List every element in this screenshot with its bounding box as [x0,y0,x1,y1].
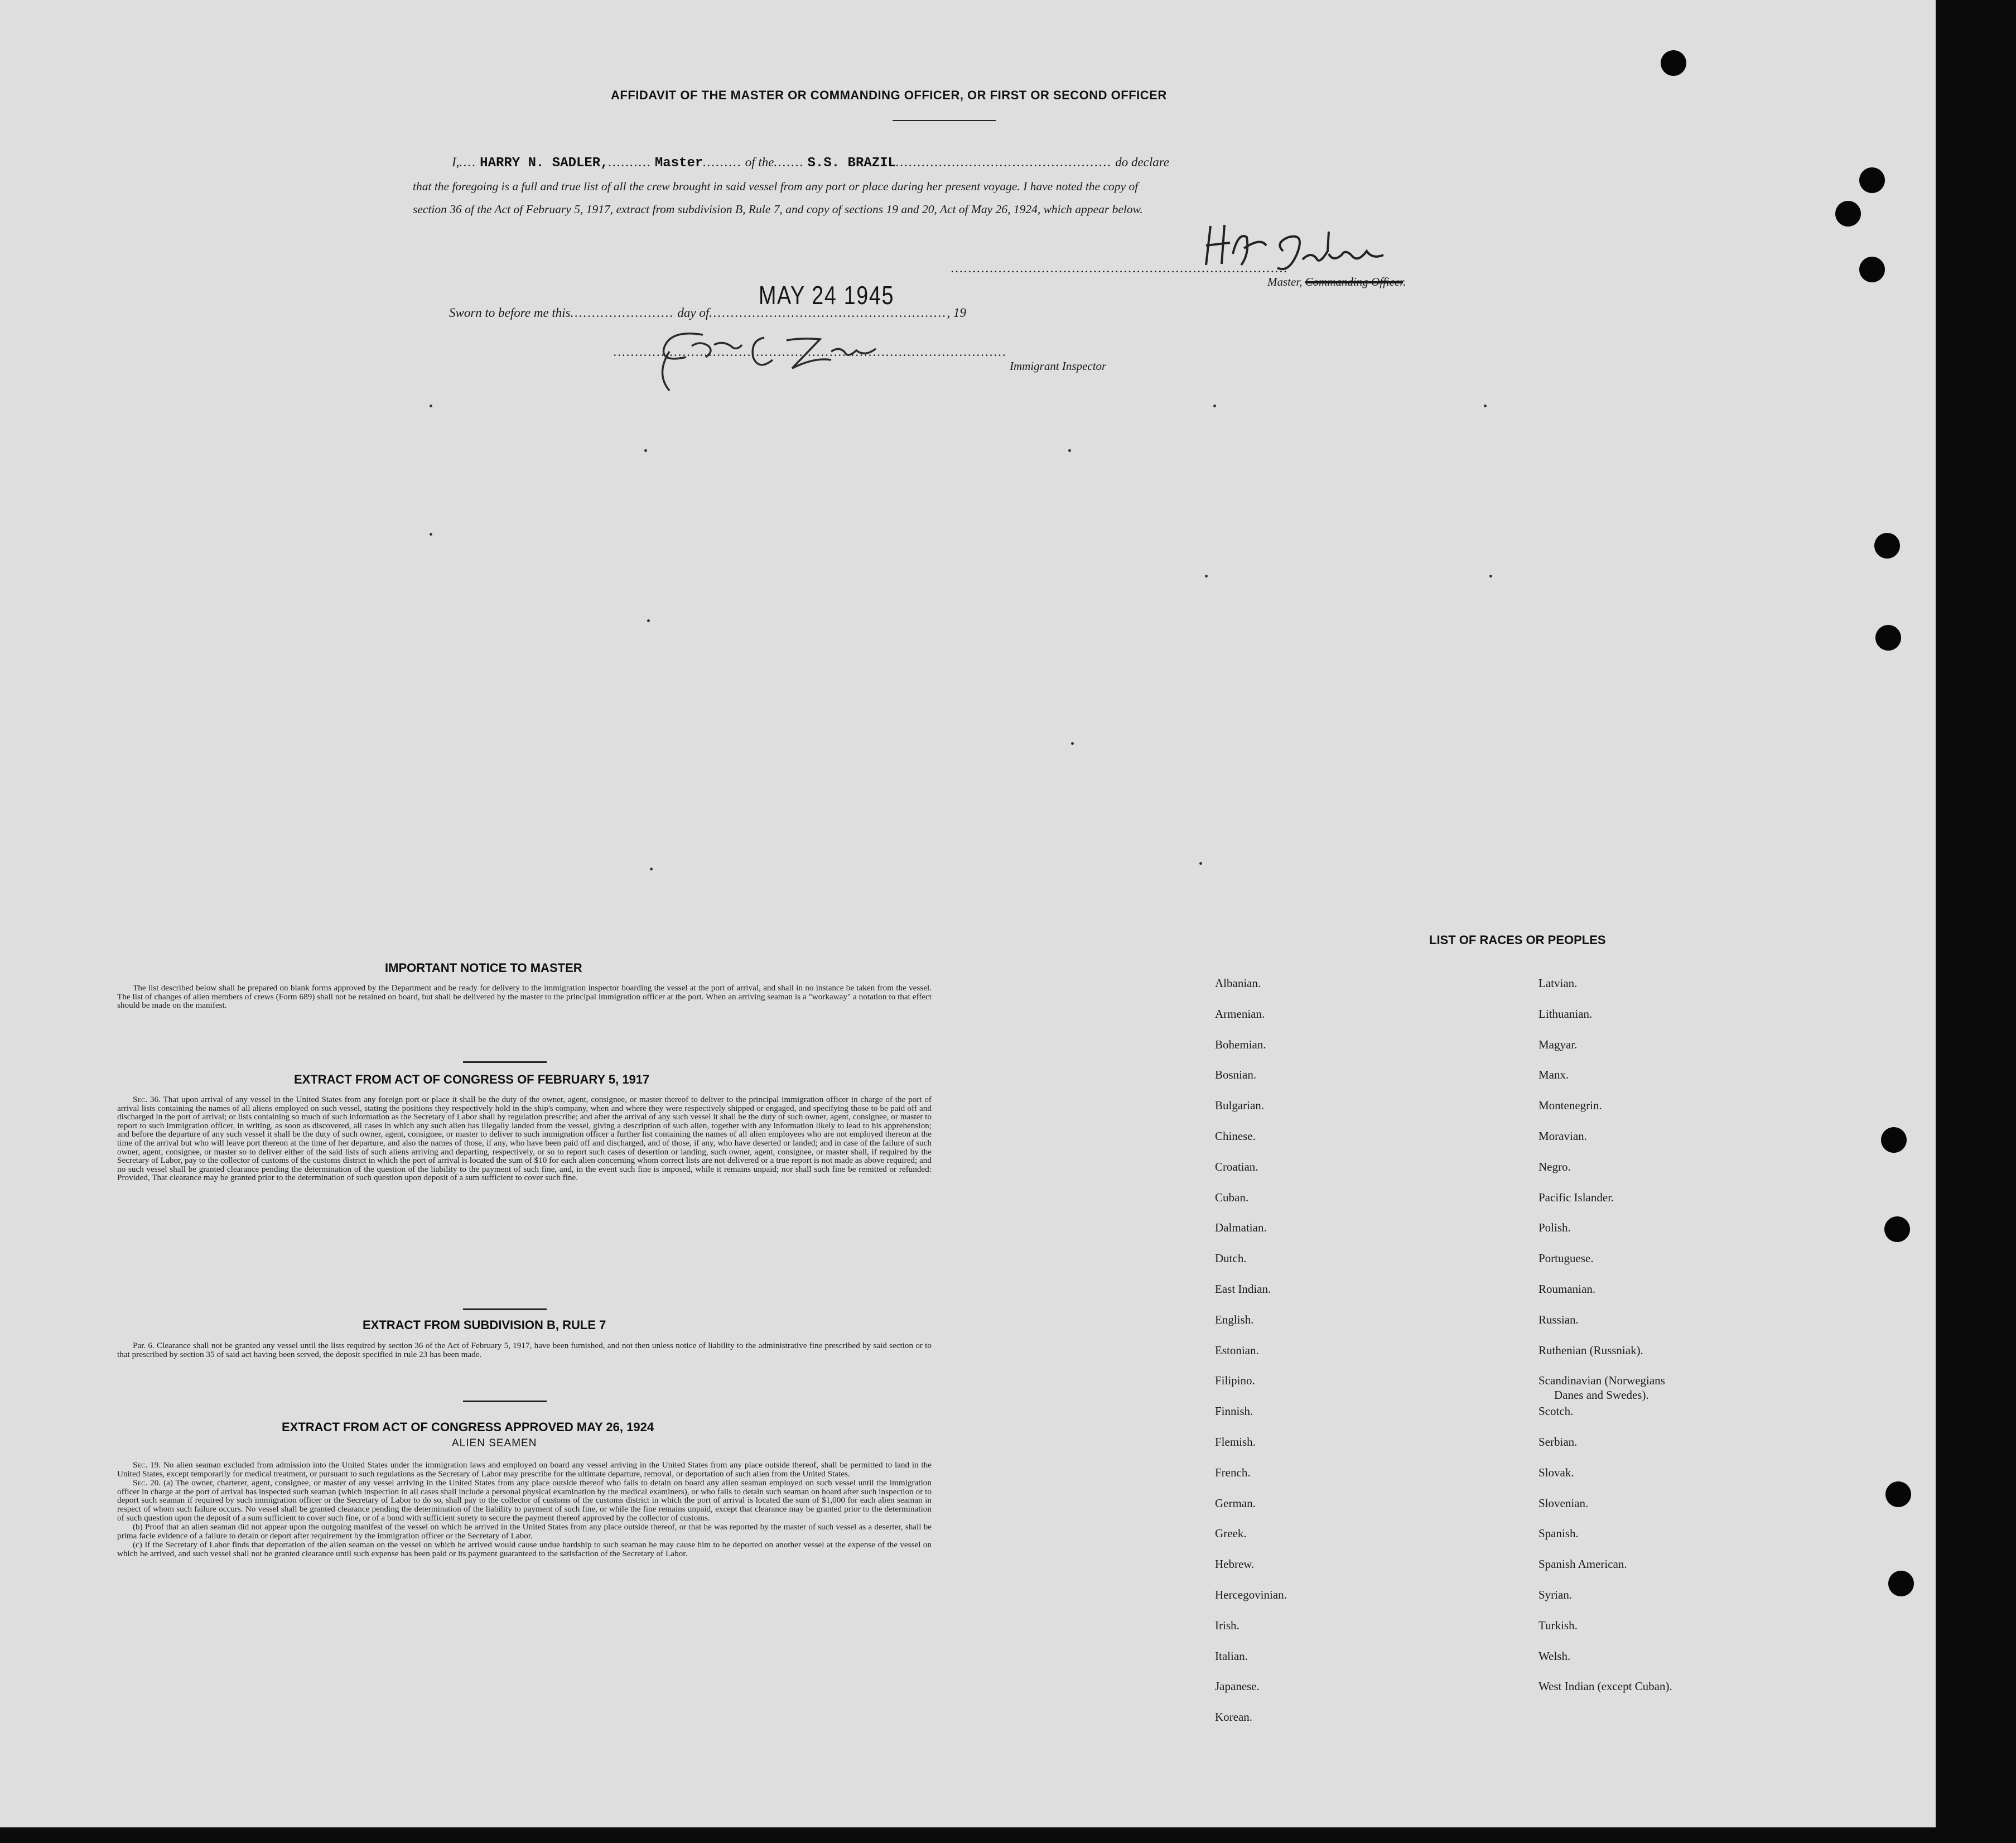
race-item: French. [1215,1465,1251,1479]
race-item: Italian. [1215,1649,1248,1663]
rule7-title: EXTRACT FROM SUBDIVISION B, RULE 7 [363,1318,606,1332]
race-item: Estonian. [1215,1343,1259,1357]
day-of-label: day of [677,306,710,320]
race-item: Armenian. [1215,1007,1265,1021]
race-item: Greek. [1215,1527,1247,1541]
race-item: Bosnian. [1215,1068,1257,1082]
race-item: German. [1215,1496,1256,1510]
i-label: I, [452,155,460,169]
race-item: Hercegovinian. [1215,1588,1287,1601]
section-rule-1 [463,1061,547,1063]
master-label: Master, [1267,275,1303,288]
race-item: Flemish. [1215,1435,1256,1449]
notice-title: IMPORTANT NOTICE TO MASTER [385,961,582,975]
race-item: Manx. [1538,1068,1569,1082]
do-declare-label: do declare [1115,155,1170,169]
race-item: Danes and Swedes). [1554,1388,1649,1402]
race-item: Serbian. [1538,1435,1578,1449]
speck [1205,575,1208,578]
race-item: Chinese. [1215,1129,1256,1143]
race-item: Dalmatian. [1215,1221,1267,1235]
rank-field: Master [654,156,703,171]
speck [1484,405,1487,407]
race-item: Syrian. [1538,1588,1573,1601]
speck [430,405,432,407]
punch-hole [1888,1571,1914,1596]
speck [644,449,647,452]
sworn-line: Sworn to before me this........................ day of......................................................., 19 [449,306,966,320]
punch-hole [1884,1216,1910,1242]
speck [1213,405,1216,407]
race-item: Pacific Islander. [1538,1190,1614,1204]
scan-edge-bottom [0,1827,1936,1843]
race-item: Lithuanian. [1538,1007,1593,1021]
inspector-label: Immigrant Inspector [1010,359,1107,373]
race-item: Montenegrin. [1538,1099,1602,1113]
struck-title: Commanding Officer [1305,275,1404,288]
sec20c-text: (c) If the Secretary of Labor finds that deportation of the alien seaman on the vessel on which he arrived would cause undue hardship to such seaman he may cause him to be deported on another vessel at the expense of the vessel on which he arrived, and such vessel shall not be granted clearance until such expense has been paid or its payment guaranteed to the satisfaction of the Secretary of Labor. [117,1540,932,1558]
section-rule-3 [463,1401,547,1402]
punch-hole [1874,533,1900,559]
punch-hole [1661,50,1686,76]
extract-1924-body [117,1461,932,1559]
inspector-signature [653,318,954,396]
sec20-label: Sec. 20. [133,1478,161,1488]
sec20a-text: (a) The owner, charterer, agent, consignee, or master of any vessel arriving in the United States from any place outside thereof who fails to detain on board any alien seaman employed on such vessel until the immigration officer in charge at the port of arrival has inspected such seaman (which inspection in all cases shall include a personal physical examination by the medical examiners), or who fails to detain such seaman on board after such inspection or to deport such seaman if required by such immigration officer or the Secretary of Labor to do so, shall pay to the collector of customs of the customs district in which the port of arrival is located the sum of $1,000 for each alien seaman in respect of whom such failure occurs. No vessel shall be granted clearance pending the determination of the liability to payment of such fine, or while the fine remains unpaid, except that clearance may be granted prior to the determination of such question upon the deposit of a sum sufficient to cover such fine, or of a bond with sufficient surety to secure the payment thereof approved by the collector of customs. [117,1478,932,1523]
sec19-text: No alien seaman excluded from admission into the United States under the immigration laws and employed on board any vessel arriving in the United States from any place outside thereof, shall be permitted to land in the United States, except temporarily for medical treatment, or pursuant to such regulations as the Secretary of Labor may prescribe for the ultimate departure, removal, or deportation of such alien from the United States. [117,1460,932,1479]
extract-1924-title: EXTRACT FROM ACT OF CONGRESS APPROVED MAY 26, 1924 [282,1420,654,1434]
race-item: Finnish. [1215,1404,1253,1418]
race-item: Scandinavian (Norwegians [1538,1374,1665,1388]
rule7-body [117,1341,932,1359]
sec36-label: Sec. 36. [133,1095,161,1104]
speck [1199,862,1202,865]
race-item: Slovak. [1538,1465,1574,1479]
vessel-name: S.S. BRAZIL [807,156,896,171]
master-name: HARRY N. SADLER, [480,156,609,171]
race-item: Hebrew. [1215,1557,1255,1571]
race-item: Irish. [1215,1618,1239,1632]
punch-hole [1835,201,1861,227]
race-item: Polish. [1538,1221,1571,1235]
sec20b-text: (b) Proof that an alien seaman did not appear upon the outgoing manifest of the vessel on which he arrived in the United States from any place outside thereof, or that he was reported by the master of such vessel as a deserter, shall be prima facie evidence of a failure to detain or deport after requirement by the immigration officer or the Secretary of Labor. [117,1522,932,1541]
punch-hole [1885,1481,1911,1507]
notice-text: The list described below shall be prepared on blank forms approved by the Department and be ready for delivery to the immigration inspector boarding the vessel at the port of arrival, and shall in no instance be taken from the vessel. The list of changes of alien members of crews (Form 689) shall not be retained on board, but shall be delivered by the master to the principal immigration officer at the port. When an arriving seaman is a "workaway" a notation to that effect should be made on the manifest. [117,983,932,1010]
affidavit-title: AFFIDAVIT OF THE MASTER OR COMMANDING OFFICER, OR FIRST OR SECOND OFFICER [611,88,1167,102]
race-item: Korean. [1215,1710,1253,1724]
race-item: Russian. [1538,1312,1579,1326]
speck [647,619,650,622]
race-item: Ruthenian (Russniak). [1538,1343,1643,1357]
extract-1917-title: EXTRACT FROM ACT OF CONGRESS OF FEBRUARY 5, 1917 [294,1072,650,1086]
race-item: Spanish American. [1538,1557,1627,1571]
race-item: Spanish. [1538,1527,1579,1541]
master-signature [1199,220,1450,276]
race-item: Welsh. [1538,1649,1571,1663]
race-item: Magyar. [1538,1037,1578,1051]
race-item: Bohemian. [1215,1037,1266,1051]
of-the-label: of the [745,155,774,169]
race-item: West Indian (except Cuban). [1538,1680,1672,1693]
sec19-label: Sec. 19. [133,1460,161,1470]
race-item: Turkish. [1538,1618,1578,1632]
race-item: Dutch. [1215,1252,1247,1265]
punch-hole [1859,257,1885,282]
punch-hole [1881,1127,1907,1153]
inspector-line: ........................................................................................... [614,345,1007,359]
race-item: English. [1215,1312,1254,1326]
speck [650,868,653,870]
speck [1071,742,1074,745]
rule7-text: Par. 6. Clearance shall not be granted any vessel until the lists required by section 36 of the Act of February 5, 1917, have been furnished, and not then unless notice of liability to the administrative fine prescribed by said section or to that prescribed by section 35 of said act having been served, the deposit specified in rule 23 has been made. [117,1341,932,1359]
master-title-line: Master, Commanding Officer. [1267,275,1406,288]
scan-edge [1936,0,2016,1843]
race-item: Scotch. [1538,1404,1574,1418]
punch-hole [1859,167,1885,193]
race-item: East Indian. [1215,1282,1271,1296]
race-item: Moravian. [1538,1129,1587,1143]
race-item: Roumanian. [1538,1282,1596,1296]
declaration-line-3: section 36 of the Act of February 5, 1917, extract from subdivision B, Rule 7, and copy of sections 19 and 20, Act of May 26, 1924, which appear below. [413,203,1143,216]
speck [430,533,432,536]
race-item: Cuban. [1215,1190,1249,1204]
year-prefix: , 19 [947,306,966,320]
race-item: Japanese. [1215,1680,1260,1693]
sec36-text: That upon arrival of any vessel in the United States from any foreign port or place it shall be the duty of the owner, agent, consignee, or master thereof to deliver to the principal immigration officer in charge of the port of arrival lists containing the names of all aliens employed on such vessel, stating the positions they respectively hold in the ship's company, when and where they were respectively shipped or engaged, and specifying those to be paid off and discharged in the port of arrival; or lists containing so much of such information as the Secretary of Labor shall by regulation prescribe; and after the arrival of any such vessel it shall be the duty of such owner, agent, consignee, or master to report to such immigration officer, in writing, as soon as discovered, all cases in which any such alien has illegally landed from the vessel, giving a description of such alien, together with any information likely to lead to his apprehension; and before the departure of any such vessel it shall be the duty of such owner, agent, consignee, or master to deliver to such immigration officer a further list containing the names of all alien employees who are not employed thereon at the time of the arrival but who will leave port thereon at the time of her departure, and also the names of those, if any, who have been paid off and discharged, and of those, if any, who have deserted or landed; and in case of the failure of such owner, agent, consignee, or master so to deliver either of the said lists of such aliens arriving and departing, respectively, or so to report such cases of desertion or landing, such owner, agent, consignee, or master shall, if required by the Secretary of Labor, pay to the collector of customs of the customs district in which the port of arrival is located the sum of $10 for each alien concerning whom correct lists are not delivered or a true report is not made as above required; and no such vessel shall be granted clearance pending the determination of the question of the liability to the payment of such fine, and, in the event such fine is imposed, while it remains unpaid; nor shall such fine be remitted or refunded: Provided, That clearance may be granted prior to the determination of such question upon deposit of a sum sufficient to cover such fine. [117,1095,932,1183]
notice-body [117,984,932,1010]
race-item: Bulgarian. [1215,1099,1265,1113]
alien-seamen-subtitle: ALIEN SEAMEN [452,1437,537,1449]
speck [1489,575,1492,578]
race-item: Albanian. [1215,976,1261,990]
race-item: Negro. [1538,1159,1571,1173]
speck [1068,449,1071,452]
punch-hole [1875,625,1901,651]
date-stamp: MAY 24 1945 [759,281,895,310]
race-item: Croatian. [1215,1159,1258,1173]
declaration-line-1: I,.... HARRY N. SADLER,.......... Master......... of the....... S.S. BRAZIL.................................................. do declare [452,155,1170,171]
extract-1917-body [117,1095,932,1183]
signature-line: .............................................................................. [951,261,1289,275]
race-item: Latvian. [1538,976,1578,990]
race-item: Filipino. [1215,1374,1255,1388]
section-rule-2 [463,1308,547,1310]
race-item: Slovenian. [1538,1496,1589,1510]
race-item: Portuguese. [1538,1252,1594,1265]
declaration-line-2: that the foregoing is a full and true list of all the crew brought in said vessel from any port or place during her present voyage. I have noted the copy of [413,180,1139,193]
title-rule [893,120,996,121]
sworn-label: Sworn to before me this [449,306,571,320]
races-title: LIST OF RACES OR PEOPLES [1429,933,1606,947]
